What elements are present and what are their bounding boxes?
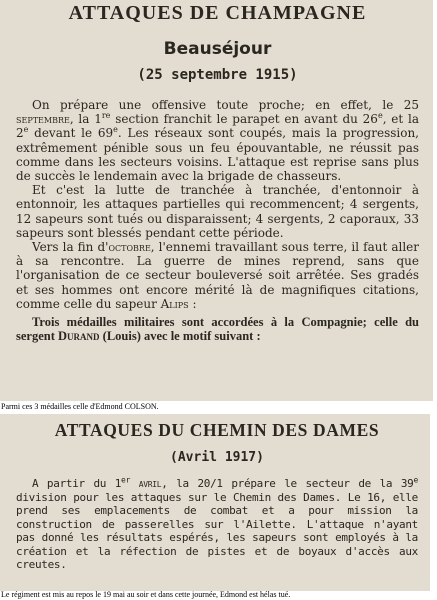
section-date: (Avril 1917): [170, 450, 264, 465]
paragraph-medals: Trois médailles militaires sont accordées à la Compagnie; celle du sergent Durand (Louis) avec le motif suivant :: [16, 315, 419, 344]
section-date: (25 septembre 1915): [137, 67, 298, 83]
paragraph-trench-fight: Et c'est la lutte de tranchée à tranchée, d'entonnoir à entonnoir, les attaques partielles qui recommencent; 4 sergents, 12 sapeurs sont tués ou disparaissent; 4 sergents, 2 caporaux, 33 sapeurs sont blessés pendant cette période.: [16, 183, 419, 240]
caption-medals: Parmi ces 3 médailles celle d'Edmond COLSON.: [1, 402, 159, 411]
section-title: ATTAQUES DU CHEMIN DES DAMES: [54, 420, 380, 440]
paragraph-april-preparation: A partir du 1er avril, la 20/1 prépare le secteur de la 39e division pour les attaques sur le Chemin des Dames. Le 16, elle prend ses emplacements de combat et a pour mission la construction de passerelles sur l'Ailette. L'attaque n'ayant pas donné les résultats espérés, les sapeurs sont employés à la création et la réfection de pistes et de boyaux d'accès aux creutes.: [16, 475, 418, 571]
section-title: ATTAQUES DE CHAMPAGNE: [68, 2, 367, 24]
paragraph-mine-war: Vers la fin d'octobre, l'ennemi travaillant sous terre, il faut aller à sa rencontre. La guerre de mines reprend, sans que l'organisation de ce secteur bouleversé soit arrêtée. Ses gradés et ses hommes ont encore mérité là de magnifiques citations, comme celle du sapeur Alips :: [16, 240, 420, 311]
paragraph-offensive: On prépare une offensive toute proche; en effet, le 25 septembre, la 1re section franchit le parapet en avant du 26e, et la 2e devant le 69e. Les réseaux sont coupés, mais la progression, extrêmement pénible sous un feu épouvantable, ne réussit pas comme dans les secteurs voisins. L'attaque est reprise sans plus de succès le lendemain avec la brigade de chasseurs.: [16, 98, 420, 184]
scan-page-chemin-des-dames: [0, 414, 430, 591]
caption-regiment-rest: Le régiment est mis au repos le 19 mai au soir et dans cette journée, Edmond est hélas tué.: [1, 590, 291, 599]
section-subtitle: Beauséjour: [163, 39, 272, 59]
